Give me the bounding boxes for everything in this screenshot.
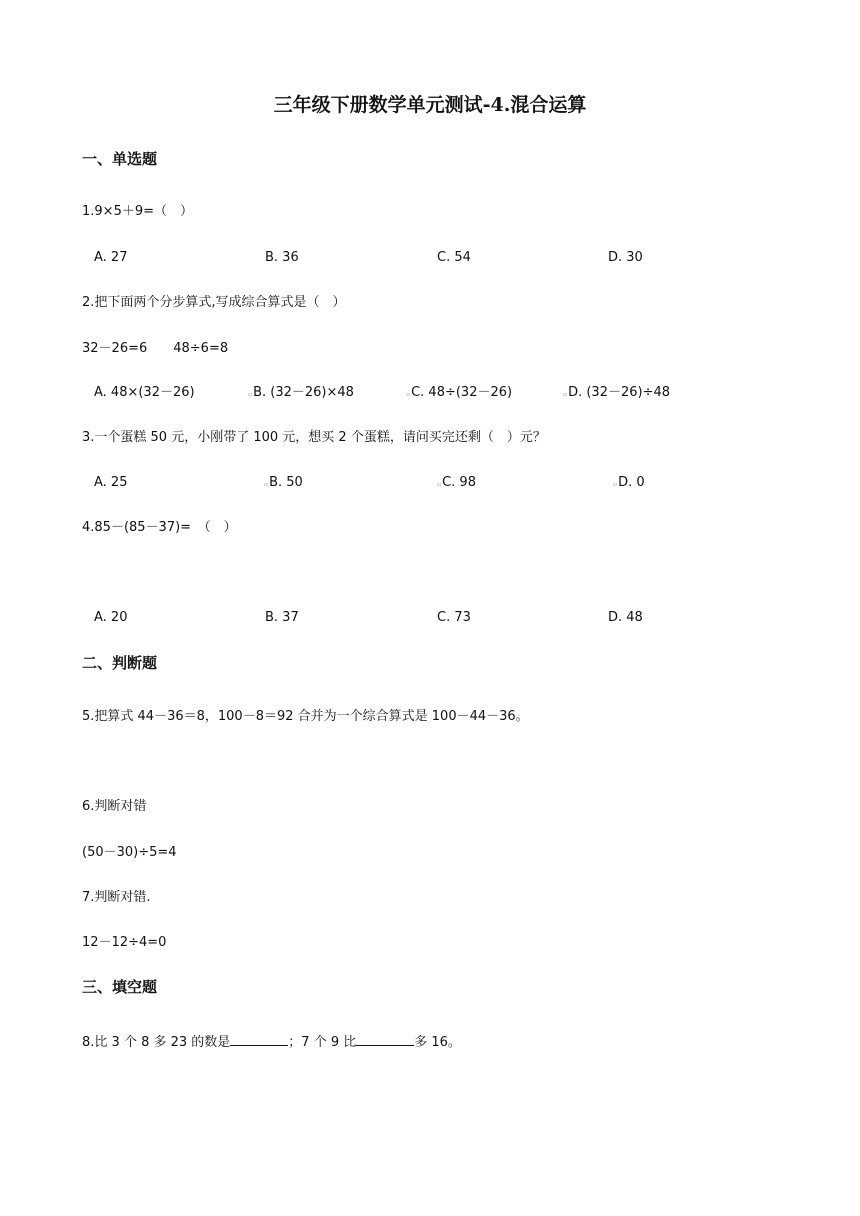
question-4-option-c: C. 73 <box>437 610 471 625</box>
question-3-option-c <box>437 473 476 495</box>
question-3-option-c-text: C. 98 <box>442 475 476 490</box>
bullet-mark-icon: ▫ <box>406 391 411 398</box>
question-7-formula: 12－12÷4=0 <box>82 935 167 950</box>
question-2-option-c <box>406 383 512 405</box>
question-2-option-d <box>563 383 670 405</box>
bullet-mark-icon: ▫ <box>563 391 568 398</box>
question-6-stem: 6.判断对错 <box>82 799 147 814</box>
bullet-mark-icon: ▫ <box>437 481 442 488</box>
question-2-option-d-text: D. (32－26)÷48 <box>568 385 671 400</box>
question-3-option-b-text: B. 50 <box>269 475 303 490</box>
question-3-option-b <box>264 473 303 495</box>
question-2-formulas: 32－26=6 48÷6=8 <box>82 341 229 356</box>
question-3-option-a: A. 25 <box>94 475 128 490</box>
question-7-stem: 7.判断对错. <box>82 890 151 905</box>
question-4-option-b: B. 37 <box>265 610 299 625</box>
question-8-text-a: 8.比 3 个 8 多 23 的数是 <box>82 1035 231 1050</box>
question-3-stem: 3.一个蛋糕 50 元，小刚带了 100 元，想买 2 个蛋糕，请问买完还剩（ ）元？ <box>82 430 546 445</box>
question-3-option-d-text: D. 0 <box>618 475 645 490</box>
question-4-option-a: A. 20 <box>94 610 128 625</box>
page-title: 三年级下册数学单元测试-4.混合运算 <box>273 94 587 116</box>
bullet-mark-icon: ▫ <box>613 481 618 488</box>
question-4-stem: 4.85－(85－37)= （ ） <box>82 520 237 535</box>
question-8-text-c: 多 16。 <box>414 1035 461 1050</box>
question-1-option-b: B. 36 <box>265 250 299 265</box>
section-heading-true-false: 二、判断题 <box>82 654 158 672</box>
question-1-option-d: D. 30 <box>608 250 643 265</box>
question-5-stem: 5.把算式 44－36＝8，100－8＝92 合并为一个综合算式是 100－44－36。 <box>82 709 529 724</box>
question-2-option-b-text: B. (32－26)×48 <box>253 385 354 400</box>
answer-blank-2[interactable] <box>356 1032 414 1046</box>
section-heading-single-choice: 一、单选题 <box>82 150 158 168</box>
question-1-option-c: C. 54 <box>437 250 471 265</box>
question-6-formula: (50－30)÷5=4 <box>82 845 177 860</box>
bullet-mark-icon: ▫ <box>248 391 253 398</box>
question-3-option-d <box>613 473 645 495</box>
section-heading-fill-blank: 三、填空题 <box>82 978 158 996</box>
question-8 <box>82 1032 461 1053</box>
question-4-option-d: D. 48 <box>608 610 643 625</box>
question-1-stem: 1.9×5＋9=（ ） <box>82 204 194 219</box>
bullet-mark-icon: ▫ <box>264 481 269 488</box>
question-2-option-c-text: C. 48÷(32－26) <box>411 385 513 400</box>
question-8-text-b: ；7 个 9 比 <box>288 1035 357 1050</box>
question-1-option-a: A. 27 <box>94 250 128 265</box>
question-2-option-b <box>248 383 354 405</box>
question-2-option-a: A. 48×(32－26) <box>94 385 195 400</box>
question-2-stem: 2.把下面两个分步算式,写成综合算式是（ ） <box>82 295 346 310</box>
answer-blank-1[interactable] <box>230 1032 288 1046</box>
